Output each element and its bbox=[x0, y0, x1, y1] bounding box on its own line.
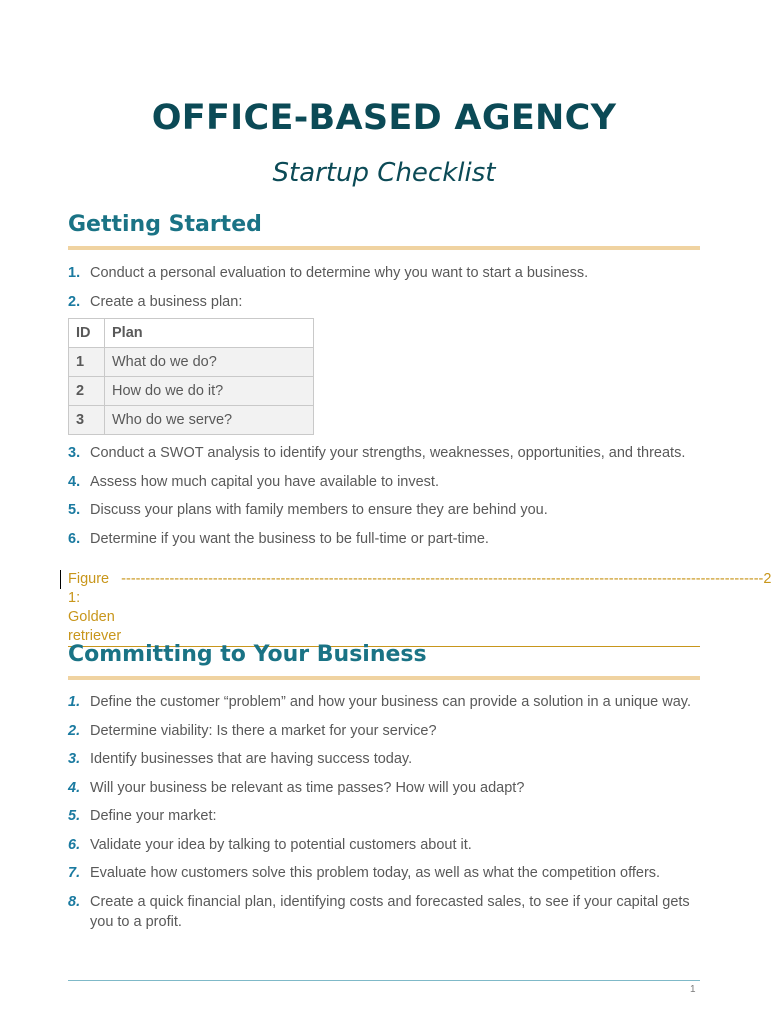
list-number: 5. bbox=[68, 808, 81, 824]
list-item-text: Define your market: bbox=[90, 808, 217, 824]
list-item bbox=[68, 472, 700, 493]
table-header-row bbox=[69, 319, 314, 348]
section-heading-getting-started: Getting Started bbox=[68, 212, 262, 237]
list-number: 7. bbox=[68, 865, 81, 881]
list-item bbox=[68, 721, 700, 742]
list-number: 4. bbox=[68, 779, 81, 796]
list-number: 5. bbox=[68, 502, 81, 518]
list-item bbox=[68, 443, 700, 464]
document-subtitle: Startup Checklist bbox=[272, 158, 496, 188]
list-item-text: Will your business be relevant as time passes? How will you adapt? bbox=[90, 779, 525, 796]
table-header-id: ID bbox=[69, 319, 105, 348]
list-item-text: Evaluate how customers solve this problem today, as well as what the competition offers. bbox=[90, 865, 661, 881]
list-item bbox=[68, 529, 700, 550]
table-row bbox=[69, 377, 314, 406]
list-item-text: Discuss your plans with family members to ensure they are behind you. bbox=[90, 502, 548, 518]
getting-started-list bbox=[68, 263, 700, 557]
table-cell-plan: Who do we serve? bbox=[105, 406, 314, 435]
list-item-text: Determine if you want the business to be full-time or part-time. bbox=[90, 530, 489, 547]
list-number: 6. bbox=[68, 530, 81, 547]
list-item bbox=[68, 292, 700, 436]
table-row bbox=[69, 348, 314, 377]
list-item-text: Define the customer “problem” and how your business can provide a solution in a unique way. bbox=[90, 694, 692, 710]
list-item-text: Identify businesses that are having success today. bbox=[90, 751, 413, 767]
document-title: OFFICE-BASED AGENCY bbox=[151, 98, 617, 138]
list-item bbox=[68, 806, 700, 827]
list-item bbox=[68, 778, 700, 799]
list-item bbox=[68, 263, 700, 284]
list-item-text: Determine viability: Is there a market for your service? bbox=[90, 722, 437, 739]
business-plan-table bbox=[68, 318, 314, 435]
list-number: 6. bbox=[68, 836, 81, 853]
table-cell-plan: What do we do? bbox=[105, 348, 314, 377]
table-row bbox=[69, 406, 314, 435]
table-header-plan: Plan bbox=[105, 319, 314, 348]
list-number: 1. bbox=[68, 694, 81, 710]
list-item bbox=[68, 863, 700, 884]
list-item bbox=[68, 500, 700, 521]
list-item bbox=[68, 692, 700, 713]
footer-rule bbox=[68, 980, 700, 981]
toc-leader-dashes: ------------------------------------------------------------------------------------------------------------------------------------- bbox=[121, 571, 764, 587]
section-rule bbox=[68, 246, 700, 250]
list-item-text: Conduct a personal evaluation to determine why you want to start a business. bbox=[90, 265, 589, 281]
list-item bbox=[68, 749, 700, 770]
list-number: 1. bbox=[68, 265, 81, 281]
list-item-text: Create a business plan: bbox=[90, 293, 243, 310]
figure-toc-link[interactable] bbox=[68, 570, 771, 647]
list-number: 3. bbox=[68, 445, 81, 461]
committing-list bbox=[68, 692, 700, 941]
page-number: 1 bbox=[690, 984, 696, 995]
list-item-text: Create a quick financial plan, identifying costs and forecasted sales, to see if your capital gets you to a profit. bbox=[90, 893, 690, 930]
list-item-text: Assess how much capital you have available to invest. bbox=[90, 473, 439, 490]
list-number: 2. bbox=[68, 293, 81, 310]
list-number: 2. bbox=[68, 722, 81, 739]
list-number: 8. bbox=[68, 893, 81, 910]
toc-entry-label: Figure 1: Golden retriever bbox=[68, 571, 122, 644]
list-item bbox=[68, 835, 700, 856]
list-item-text: Conduct a SWOT analysis to identify your strengths, weaknesses, opportunities, and threats. bbox=[90, 445, 686, 461]
table-cell-plan: How do we do it? bbox=[105, 377, 314, 406]
table-cell-id: 1 bbox=[69, 348, 105, 377]
toc-page-number: 2 bbox=[763, 571, 771, 587]
text-cursor bbox=[60, 570, 61, 589]
list-number: 3. bbox=[68, 751, 81, 767]
table-cell-id: 2 bbox=[69, 377, 105, 406]
section-heading-committing: Committing to Your Business bbox=[68, 642, 427, 667]
table-cell-id: 3 bbox=[69, 406, 105, 435]
section-rule bbox=[68, 676, 700, 680]
list-item bbox=[68, 892, 700, 933]
list-number: 4. bbox=[68, 473, 81, 490]
list-item-text: Validate your idea by talking to potential customers about it. bbox=[90, 836, 472, 853]
